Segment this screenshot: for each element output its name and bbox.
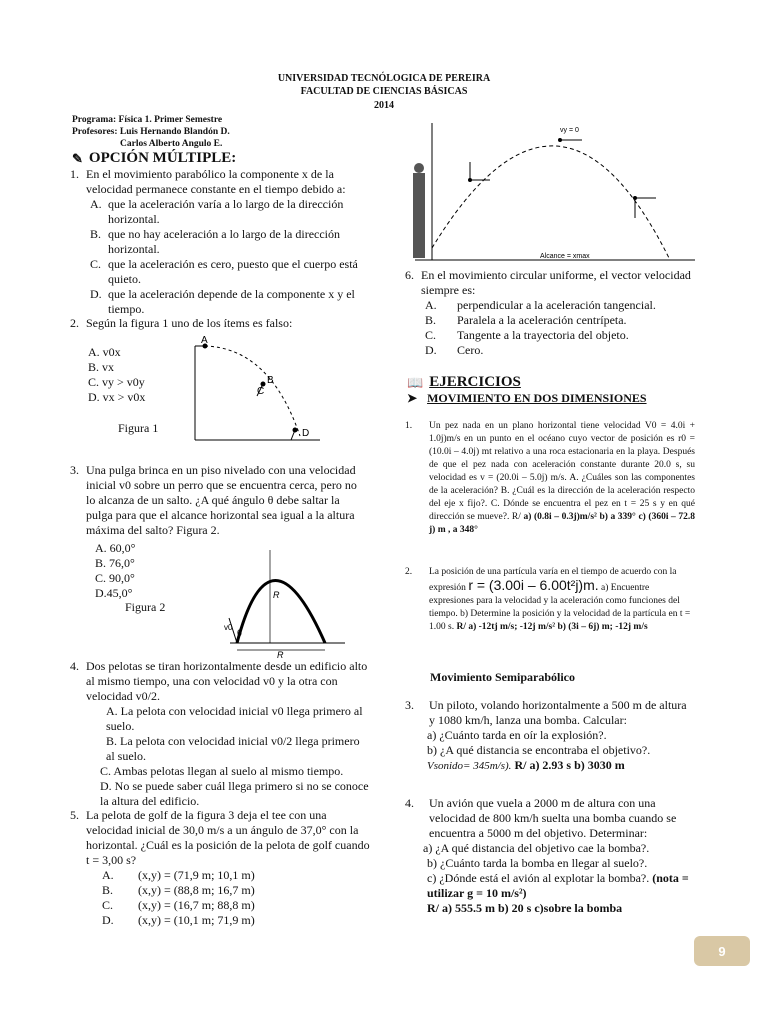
- figure-2-parabola: [225, 548, 350, 658]
- exercises-subtitle: ➤ MOVIMIENTO EN DOS DIMENSIONES: [407, 391, 647, 405]
- fig3-vy0: vy = 0: [560, 127, 579, 134]
- figure-3-projectile: [410, 118, 700, 266]
- question-3: 3. Una pulga brinca en un piso nivelado con una velocidad inicial v0 sobre un perro que se encuentra cerca, pero no lo alcanza de un salto. ¿A qué ángulo θ debe saltar la pulga para que el alcance horizontal sea igual a la altura máxima del salto? Figura 2.: [70, 463, 357, 537]
- fig3-range-label: Alcance = xmax: [540, 253, 590, 260]
- figure-1-trajectory: [185, 336, 325, 446]
- point-a-label: A: [201, 335, 208, 346]
- figure-1-label: Figura 1: [118, 421, 159, 435]
- question-5: 5. La pelota de golf de la figura 3 deja el tee con una velocidad inicial de 30,0 m/s a un ángulo de 37,0° con la horizontal. ¿Cuál es la posición de la pelota de golf cuando t = 3,00 s? A. (x,y) = (71,9 m; 10,1 m) B. (x,y) = (88,8 m; 16,7 m) C. (x,y) = (16,7 m; 88,8 m) D. (x,y) = (10,1 m; 71,9 m): [70, 808, 370, 927]
- arrow-bullet-icon: ➤: [407, 391, 418, 405]
- exercise-4: 4. Un avión que vuela a 2000 m de altura con una velocidad de 800 km/h suelta una bomba cuando se encuentra a 5000 m del objetivo. Determinar: a) ¿A qué distancia del objetivo cae la bomba?. b) ¿Cuánto tarda la bomba en llegar al suelo?. c) ¿Dónde está el avión al explotar la bomba?. (nota = utilizar g = 10 m/s²) R/ a) 555.5 m b) 20 s c)sobre la bomba: [405, 796, 689, 915]
- fig2-v0: v0: [224, 623, 233, 632]
- exercise-1: 1. Un pez nada en un plano horizontal tiene velocidad V0 = 4.0i + 1.0j)m/s en un punto en el océano cuyo vector de posición es r0 = (10.0i – 4.0j) mt relativo a una roca estacionaria en la playa. Después de que el pez nada con aceleración constante durante 20.0 s, su velocidad es v = (20.0i – 5.0j) m/s. A. ¿Cuáles son las componentes de la aceleración? B. ¿Cuál es la dirección de la aceleración respecto del eje x fijo?. C. Dónde se encuentra el pez en t = 25 s y en qué dirección se mueve?. R/ a) (0.8i – 0.3j)m/s² b) a 339° c) (360i – 72.8 j) m , a 348°: [405, 421, 695, 535]
- exercises-heading: 📖 EJERCICIOS: [407, 374, 521, 390]
- multiple-choice-heading: ✎ OPCIÓN MÚLTIPLE:: [72, 150, 237, 166]
- question-2: 2. Según la figura 1 uno de los ítems es falso:: [70, 316, 293, 330]
- professors-line: Profesores: Luis Hernando Blandón D.: [72, 127, 230, 137]
- page-number-badge: 9: [694, 936, 750, 966]
- fig2-r-horizontal: R: [277, 650, 284, 660]
- golfer-figure: [413, 173, 425, 258]
- exercise-3: 3. Un piloto, volando horizontalmente a 500 m de altura y 1080 km/h, lanza una bomba. Calcular: a) ¿Cuánto tarda en oír la explosión?. b) ¿A qué distancia se encontraba el objetivo?. Vsonido= 345m/s). R/ a) 2.93 s b) 3030 m: [405, 698, 687, 772]
- question-3-options: A. 60,0° B. 76,0° C. 90,0° D.45,0°: [95, 541, 136, 600]
- exercise-2: 2. La posición de una partícula varía en el tiempo de acuerdo con la expresión r = (3.00i – 6.00t²j)m. a) Encuentre expresiones para la velocidad y la aceleración como funciones del tiempo. b) Determine la posición y la velocidad de la partícula en t = 1.00 s. R/ a) -12tj m/s; -12j m/s² b) (3i – 6j) m; -12j m/s: [405, 567, 691, 632]
- figure-2-label: Figura 2: [125, 600, 166, 614]
- fig2-r-vertical: R: [273, 590, 280, 600]
- point-d-label: D: [302, 428, 310, 439]
- question-6: 6. En el movimiento circular uniforme, el vector velocidad siempre es: A. perpendicular a la aceleración tangencial. B. Paralela a la aceleración centrípeta. C. Tangente a la trayectoria del objeto. D. Cero.: [405, 268, 691, 357]
- book-icon: 📖: [407, 374, 424, 390]
- question-4: 4. Dos pelotas se tiran horizontalmente desde un edificio alto al mismo tiempo, una con velocidad v0 y la otra con velocidad v0/2. A. La pelota con velocidad inicial v0 llega primero al suelo. B. La pelota con velocidad inicial v0/2 llega primero al suelo. C. Ambas pelotas llegan al suelo al mismo tiempo. D. No se puede saber cuál llega primero si no se conoce la altura del edificio.: [70, 659, 369, 808]
- year: 2014: [374, 100, 394, 111]
- point-b-label: B: [267, 375, 274, 386]
- professor-2-line: Carlos Alberto Angulo E.: [120, 139, 223, 149]
- point-c-label: C: [257, 386, 265, 397]
- question-1: 1. En el movimiento parabólico la componente x de la velocidad permanece constante en el tiempo debido a: A. que la aceleración varía a lo largo de la dirección horizontal. B. que no hay aceleración a lo largo de la dirección horizontal. C. que la aceleración es cero, puesto que el cuerpo está quieto. D. que la aceleración depende de la componente x y el tiempo.: [70, 167, 358, 316]
- program-line: Programa: Física 1. Primer Semestre: [72, 115, 223, 125]
- question-2-options: A. v0x B. vx C. vy > v0y D. vx > v0x: [88, 345, 146, 404]
- faculty-title: FACULTAD DE CIENCIAS BÁSICAS: [300, 86, 468, 97]
- semiparabolic-heading: Movimiento Semiparabólico: [430, 670, 575, 684]
- university-title: UNIVERSIDAD TECNÓLOGICA DE PEREIRA: [277, 73, 491, 84]
- pencil-icon: ✎: [72, 150, 83, 166]
- fig2-theta: θ: [237, 628, 243, 638]
